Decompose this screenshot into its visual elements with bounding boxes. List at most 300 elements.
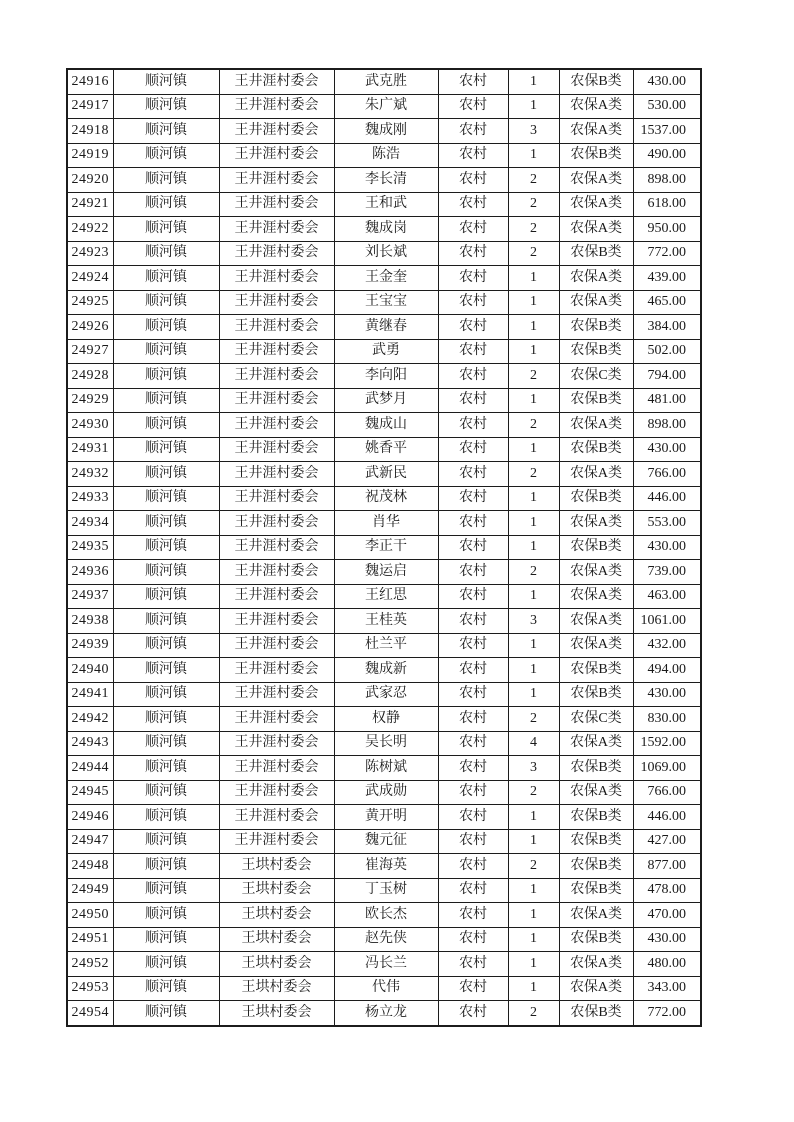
cell-category: 农保B类 — [559, 854, 633, 879]
cell-count: 1 — [508, 682, 559, 707]
record-table — [66, 68, 702, 1027]
cell-amount: 427.00 — [633, 829, 701, 854]
cell-id: 24930 — [67, 413, 113, 438]
table-row — [67, 584, 701, 609]
cell-residence: 农村 — [438, 952, 508, 977]
cell-name: 刘长斌 — [334, 241, 438, 266]
cell-town: 顺河镇 — [113, 584, 219, 609]
table-row — [67, 119, 701, 144]
cell-id: 24928 — [67, 364, 113, 389]
table-row — [67, 609, 701, 634]
cell-village: 王井涯村委会 — [219, 217, 334, 242]
table-row — [67, 829, 701, 854]
table-row — [67, 1001, 701, 1026]
table-row — [67, 805, 701, 830]
cell-village: 王垬村委会 — [219, 976, 334, 1001]
cell-village: 王井涯村委会 — [219, 437, 334, 462]
cell-village: 王垬村委会 — [219, 878, 334, 903]
cell-category: 农保A类 — [559, 217, 633, 242]
cell-name: 魏成岗 — [334, 217, 438, 242]
table-row — [67, 315, 701, 340]
cell-village: 王井涯村委会 — [219, 756, 334, 781]
table-row — [67, 658, 701, 683]
cell-town: 顺河镇 — [113, 731, 219, 756]
cell-village: 王井涯村委会 — [219, 241, 334, 266]
cell-id: 24919 — [67, 143, 113, 168]
cell-amount: 794.00 — [633, 364, 701, 389]
cell-residence: 农村 — [438, 339, 508, 364]
cell-name: 姚香平 — [334, 437, 438, 462]
table-row — [67, 682, 701, 707]
cell-residence: 农村 — [438, 119, 508, 144]
cell-id: 24917 — [67, 94, 113, 119]
cell-town: 顺河镇 — [113, 94, 219, 119]
cell-residence: 农村 — [438, 658, 508, 683]
cell-amount: 470.00 — [633, 903, 701, 928]
cell-amount: 618.00 — [633, 192, 701, 217]
cell-category: 农保A类 — [559, 462, 633, 487]
table-row — [67, 952, 701, 977]
cell-amount: 490.00 — [633, 143, 701, 168]
cell-village: 王井涯村委会 — [219, 535, 334, 560]
cell-village: 王井涯村委会 — [219, 780, 334, 805]
cell-category: 农保A类 — [559, 413, 633, 438]
cell-village: 王井涯村委会 — [219, 707, 334, 732]
cell-town: 顺河镇 — [113, 143, 219, 168]
cell-id: 24916 — [67, 69, 113, 94]
cell-town: 顺河镇 — [113, 707, 219, 732]
cell-id: 24947 — [67, 829, 113, 854]
cell-village: 王井涯村委会 — [219, 682, 334, 707]
cell-name: 李长清 — [334, 168, 438, 193]
cell-village: 王垬村委会 — [219, 903, 334, 928]
cell-amount: 766.00 — [633, 462, 701, 487]
cell-id: 24953 — [67, 976, 113, 1001]
cell-id: 24924 — [67, 266, 113, 291]
cell-village: 王井涯村委会 — [219, 315, 334, 340]
document-sheet — [66, 68, 702, 1027]
cell-id: 24926 — [67, 315, 113, 340]
cell-count: 1 — [508, 952, 559, 977]
cell-count: 1 — [508, 535, 559, 560]
cell-category: 农保B类 — [559, 682, 633, 707]
cell-category: 农保A类 — [559, 290, 633, 315]
cell-amount: 772.00 — [633, 241, 701, 266]
cell-id: 24922 — [67, 217, 113, 242]
table-row — [67, 364, 701, 389]
table-row — [67, 462, 701, 487]
cell-village: 王垬村委会 — [219, 952, 334, 977]
cell-residence: 农村 — [438, 94, 508, 119]
cell-count: 2 — [508, 1001, 559, 1026]
cell-village: 王井涯村委会 — [219, 731, 334, 756]
cell-id: 24948 — [67, 854, 113, 879]
table-row — [67, 413, 701, 438]
cell-residence: 农村 — [438, 143, 508, 168]
cell-residence: 农村 — [438, 584, 508, 609]
cell-id: 24936 — [67, 560, 113, 585]
cell-name: 祝茂林 — [334, 486, 438, 511]
cell-amount: 1537.00 — [633, 119, 701, 144]
cell-amount: 553.00 — [633, 511, 701, 536]
cell-village: 王井涯村委会 — [219, 339, 334, 364]
cell-name: 陈浩 — [334, 143, 438, 168]
cell-count: 2 — [508, 413, 559, 438]
record-table-body — [67, 69, 701, 1026]
cell-residence: 农村 — [438, 315, 508, 340]
cell-id: 24944 — [67, 756, 113, 781]
cell-village: 王井涯村委会 — [219, 143, 334, 168]
table-row — [67, 192, 701, 217]
cell-residence: 农村 — [438, 437, 508, 462]
cell-village: 王垬村委会 — [219, 1001, 334, 1026]
cell-residence: 农村 — [438, 413, 508, 438]
cell-category: 农保B类 — [559, 658, 633, 683]
cell-name: 王和武 — [334, 192, 438, 217]
cell-category: 农保B类 — [559, 805, 633, 830]
cell-residence: 农村 — [438, 731, 508, 756]
cell-residence: 农村 — [438, 829, 508, 854]
table-row — [67, 560, 701, 585]
cell-count: 1 — [508, 633, 559, 658]
cell-category: 农保B类 — [559, 437, 633, 462]
cell-town: 顺河镇 — [113, 633, 219, 658]
cell-town: 顺河镇 — [113, 976, 219, 1001]
cell-name: 赵先侠 — [334, 927, 438, 952]
cell-residence: 农村 — [438, 976, 508, 1001]
cell-id: 24945 — [67, 780, 113, 805]
cell-town: 顺河镇 — [113, 829, 219, 854]
cell-name: 黄继春 — [334, 315, 438, 340]
cell-category: 农保A类 — [559, 609, 633, 634]
cell-amount: 478.00 — [633, 878, 701, 903]
cell-id: 24934 — [67, 511, 113, 536]
cell-id: 24938 — [67, 609, 113, 634]
cell-village: 王井涯村委会 — [219, 609, 334, 634]
cell-name: 武新民 — [334, 462, 438, 487]
cell-id: 24935 — [67, 535, 113, 560]
cell-count: 2 — [508, 364, 559, 389]
cell-count: 3 — [508, 756, 559, 781]
cell-town: 顺河镇 — [113, 903, 219, 928]
table-row — [67, 927, 701, 952]
cell-count: 2 — [508, 707, 559, 732]
table-row — [67, 143, 701, 168]
cell-name: 杨立龙 — [334, 1001, 438, 1026]
cell-town: 顺河镇 — [113, 413, 219, 438]
cell-id: 24921 — [67, 192, 113, 217]
cell-category: 农保A类 — [559, 511, 633, 536]
cell-name: 冯长兰 — [334, 952, 438, 977]
cell-count: 1 — [508, 437, 559, 462]
cell-category: 农保B类 — [559, 535, 633, 560]
cell-residence: 农村 — [438, 486, 508, 511]
cell-category: 农保B类 — [559, 69, 633, 94]
cell-count: 1 — [508, 69, 559, 94]
cell-category: 农保B类 — [559, 1001, 633, 1026]
cell-name: 王桂英 — [334, 609, 438, 634]
cell-count: 1 — [508, 878, 559, 903]
cell-category: 农保C类 — [559, 707, 633, 732]
cell-count: 1 — [508, 339, 559, 364]
cell-name: 代伟 — [334, 976, 438, 1001]
cell-town: 顺河镇 — [113, 1001, 219, 1026]
cell-residence: 农村 — [438, 780, 508, 805]
cell-category: 农保A类 — [559, 903, 633, 928]
table-row — [67, 241, 701, 266]
cell-count: 1 — [508, 290, 559, 315]
cell-amount: 494.00 — [633, 658, 701, 683]
table-row — [67, 878, 701, 903]
cell-name: 魏成新 — [334, 658, 438, 683]
cell-village: 王井涯村委会 — [219, 266, 334, 291]
cell-village: 王井涯村委会 — [219, 290, 334, 315]
cell-residence: 农村 — [438, 1001, 508, 1026]
cell-amount: 384.00 — [633, 315, 701, 340]
cell-town: 顺河镇 — [113, 266, 219, 291]
cell-id: 24920 — [67, 168, 113, 193]
cell-count: 2 — [508, 780, 559, 805]
table-row — [67, 756, 701, 781]
cell-name: 王金奎 — [334, 266, 438, 291]
cell-id: 24950 — [67, 903, 113, 928]
cell-id: 24940 — [67, 658, 113, 683]
table-row — [67, 69, 701, 94]
cell-amount: 877.00 — [633, 854, 701, 879]
table-row — [67, 976, 701, 1001]
cell-residence: 农村 — [438, 266, 508, 291]
cell-village: 王井涯村委会 — [219, 805, 334, 830]
cell-count: 4 — [508, 731, 559, 756]
table-row — [67, 437, 701, 462]
cell-town: 顺河镇 — [113, 511, 219, 536]
cell-name: 丁玉树 — [334, 878, 438, 903]
cell-id: 24933 — [67, 486, 113, 511]
cell-residence: 农村 — [438, 805, 508, 830]
cell-residence: 农村 — [438, 511, 508, 536]
cell-category: 农保A类 — [559, 119, 633, 144]
cell-amount: 430.00 — [633, 927, 701, 952]
cell-amount: 432.00 — [633, 633, 701, 658]
cell-count: 2 — [508, 168, 559, 193]
cell-name: 朱广斌 — [334, 94, 438, 119]
cell-category: 农保C类 — [559, 364, 633, 389]
cell-residence: 农村 — [438, 364, 508, 389]
cell-town: 顺河镇 — [113, 364, 219, 389]
cell-village: 王垬村委会 — [219, 854, 334, 879]
cell-amount: 950.00 — [633, 217, 701, 242]
cell-id: 24951 — [67, 927, 113, 952]
cell-village: 王井涯村委会 — [219, 168, 334, 193]
cell-residence: 农村 — [438, 854, 508, 879]
cell-town: 顺河镇 — [113, 486, 219, 511]
cell-residence: 农村 — [438, 756, 508, 781]
cell-count: 1 — [508, 388, 559, 413]
cell-name: 权静 — [334, 707, 438, 732]
cell-count: 1 — [508, 143, 559, 168]
cell-village: 王井涯村委会 — [219, 119, 334, 144]
cell-amount: 898.00 — [633, 413, 701, 438]
cell-amount: 480.00 — [633, 952, 701, 977]
table-row — [67, 486, 701, 511]
cell-residence: 农村 — [438, 241, 508, 266]
cell-count: 3 — [508, 119, 559, 144]
cell-count: 1 — [508, 94, 559, 119]
cell-village: 王井涯村委会 — [219, 192, 334, 217]
cell-id: 24937 — [67, 584, 113, 609]
cell-name: 魏成山 — [334, 413, 438, 438]
cell-id: 24949 — [67, 878, 113, 903]
cell-name: 魏成刚 — [334, 119, 438, 144]
cell-amount: 1061.00 — [633, 609, 701, 634]
cell-count: 2 — [508, 217, 559, 242]
cell-town: 顺河镇 — [113, 192, 219, 217]
cell-name: 武梦月 — [334, 388, 438, 413]
cell-village: 王井涯村委会 — [219, 388, 334, 413]
cell-village: 王井涯村委会 — [219, 658, 334, 683]
cell-name: 吴长明 — [334, 731, 438, 756]
cell-id: 24932 — [67, 462, 113, 487]
table-row — [67, 339, 701, 364]
cell-id: 24941 — [67, 682, 113, 707]
cell-town: 顺河镇 — [113, 780, 219, 805]
cell-category: 农保B类 — [559, 756, 633, 781]
cell-residence: 农村 — [438, 560, 508, 585]
cell-count: 1 — [508, 829, 559, 854]
cell-town: 顺河镇 — [113, 462, 219, 487]
cell-id: 24952 — [67, 952, 113, 977]
cell-amount: 343.00 — [633, 976, 701, 1001]
cell-residence: 农村 — [438, 388, 508, 413]
cell-count: 1 — [508, 315, 559, 340]
cell-town: 顺河镇 — [113, 854, 219, 879]
cell-amount: 530.00 — [633, 94, 701, 119]
cell-residence: 农村 — [438, 192, 508, 217]
cell-village: 王井涯村委会 — [219, 584, 334, 609]
cell-count: 2 — [508, 192, 559, 217]
table-row — [67, 731, 701, 756]
cell-name: 肖华 — [334, 511, 438, 536]
table-row — [67, 511, 701, 536]
cell-residence: 农村 — [438, 290, 508, 315]
cell-town: 顺河镇 — [113, 315, 219, 340]
cell-residence: 农村 — [438, 217, 508, 242]
cell-village: 王井涯村委会 — [219, 633, 334, 658]
cell-count: 1 — [508, 976, 559, 1001]
cell-residence: 农村 — [438, 682, 508, 707]
cell-amount: 1592.00 — [633, 731, 701, 756]
cell-category: 农保B类 — [559, 241, 633, 266]
cell-name: 黄开明 — [334, 805, 438, 830]
cell-town: 顺河镇 — [113, 560, 219, 585]
table-row — [67, 217, 701, 242]
cell-count: 1 — [508, 584, 559, 609]
cell-amount: 430.00 — [633, 437, 701, 462]
cell-id: 24923 — [67, 241, 113, 266]
cell-category: 农保B类 — [559, 878, 633, 903]
cell-category: 农保A类 — [559, 94, 633, 119]
cell-name: 魏运启 — [334, 560, 438, 585]
cell-category: 农保B类 — [559, 143, 633, 168]
table-row — [67, 388, 701, 413]
cell-village: 王井涯村委会 — [219, 364, 334, 389]
cell-category: 农保A类 — [559, 976, 633, 1001]
cell-residence: 农村 — [438, 927, 508, 952]
cell-category: 农保A类 — [559, 560, 633, 585]
cell-village: 王垬村委会 — [219, 927, 334, 952]
cell-amount: 430.00 — [633, 535, 701, 560]
cell-town: 顺河镇 — [113, 682, 219, 707]
cell-town: 顺河镇 — [113, 241, 219, 266]
table-row — [67, 633, 701, 658]
cell-town: 顺河镇 — [113, 119, 219, 144]
cell-residence: 农村 — [438, 609, 508, 634]
cell-category: 农保A类 — [559, 266, 633, 291]
cell-count: 2 — [508, 241, 559, 266]
cell-name: 魏元征 — [334, 829, 438, 854]
cell-village: 王井涯村委会 — [219, 69, 334, 94]
cell-amount: 898.00 — [633, 168, 701, 193]
cell-village: 王井涯村委会 — [219, 413, 334, 438]
cell-count: 1 — [508, 805, 559, 830]
cell-name: 欧长杰 — [334, 903, 438, 928]
cell-town: 顺河镇 — [113, 609, 219, 634]
cell-amount: 465.00 — [633, 290, 701, 315]
cell-village: 王井涯村委会 — [219, 829, 334, 854]
cell-category: 农保A类 — [559, 168, 633, 193]
cell-name: 李向阳 — [334, 364, 438, 389]
cell-name: 李正干 — [334, 535, 438, 560]
cell-amount: 463.00 — [633, 584, 701, 609]
cell-name: 武成勋 — [334, 780, 438, 805]
cell-town: 顺河镇 — [113, 217, 219, 242]
cell-residence: 农村 — [438, 462, 508, 487]
cell-id: 24939 — [67, 633, 113, 658]
cell-town: 顺河镇 — [113, 878, 219, 903]
cell-category: 农保A类 — [559, 633, 633, 658]
cell-residence: 农村 — [438, 69, 508, 94]
cell-amount: 430.00 — [633, 682, 701, 707]
cell-id: 24929 — [67, 388, 113, 413]
cell-amount: 502.00 — [633, 339, 701, 364]
cell-name: 武家忍 — [334, 682, 438, 707]
cell-name: 崔海英 — [334, 854, 438, 879]
cell-amount: 772.00 — [633, 1001, 701, 1026]
cell-count: 2 — [508, 560, 559, 585]
cell-name: 陈树斌 — [334, 756, 438, 781]
cell-residence: 农村 — [438, 535, 508, 560]
cell-count: 1 — [508, 486, 559, 511]
cell-category: 农保A类 — [559, 192, 633, 217]
cell-category: 农保B类 — [559, 388, 633, 413]
cell-town: 顺河镇 — [113, 290, 219, 315]
cell-count: 1 — [508, 266, 559, 291]
cell-amount: 430.00 — [633, 69, 701, 94]
cell-residence: 农村 — [438, 633, 508, 658]
table-row — [67, 903, 701, 928]
cell-residence: 农村 — [438, 168, 508, 193]
table-row — [67, 290, 701, 315]
cell-village: 王井涯村委会 — [219, 560, 334, 585]
cell-residence: 农村 — [438, 878, 508, 903]
cell-id: 24918 — [67, 119, 113, 144]
cell-village: 王井涯村委会 — [219, 511, 334, 536]
cell-name: 武勇 — [334, 339, 438, 364]
cell-id: 24925 — [67, 290, 113, 315]
cell-village: 王井涯村委会 — [219, 486, 334, 511]
cell-town: 顺河镇 — [113, 388, 219, 413]
cell-town: 顺河镇 — [113, 535, 219, 560]
